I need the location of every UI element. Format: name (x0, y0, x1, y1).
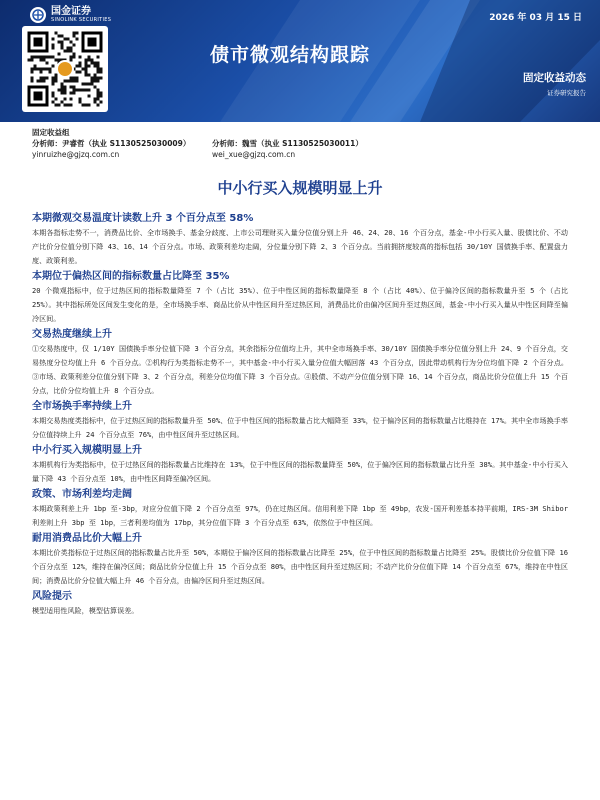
report-date: 2026 年 03 月 15 日 (489, 13, 582, 23)
report-banner (0, 0, 600, 122)
report-category: 固定收益动态 (523, 72, 586, 84)
section-body: 20 个微观指标中，位于过热区间的指标数量降至 7 个（占比 35%）、位于中性区间的指标数量降至 8 个（占比 40%）、位于偏冷区间的指标数量升至 5 个（占比 25%）。其中指标所处区间发生变化的是，全市场换手率、商品比价从中性区间升至过热区间，消费品比价由偏冷区间升至过热区间，基金-中小行买入量从中性区间降至偏冷区间。 (32, 286, 568, 323)
section-title: 本期位于偏热区间的指标数量占比降至 35% (32, 271, 230, 282)
headline: 中小行买入规模明显上升 (217, 179, 383, 197)
section-body: 本期比价类指标位于过热区间的指标数量占比升至 50%，本期位于偏冷区间的指标数量占比降至 25%，位于中性区间的指标数量占比降至 25%。股债比价分位值下降 16 个百分点至 12%，维持在偏冷区间；商品比价分位值上升 15 个百分点至 80%，由中性区间升至过热区间；不动产比价分位值下降 14 个百分点至 67%，维持在中性区间；消费品比价分位值大幅上升 46 个百分点，由偏冷区间升至过热区间。 (32, 548, 568, 585)
analyst-name: 分析师：魏雪（执业 S1130525030011） (212, 139, 363, 148)
qr-code (22, 26, 108, 112)
section-body: 本期机构行为类指标中，位于过热区间的指标数量占比维持在 13%，位于中性区间的指标数量降至 50%，位于偏冷区间的指标数量占比升至 38%。其中基金-中小行买入量下降 43 个百分点至 10%，由中性区间降至偏冷区间。 (32, 460, 568, 483)
section-body: 本期交易热度类指标中，位于过热区间的指标数量升至 50%、位于中性区间的指标数量占比大幅降至 33%，位于偏冷区间的指标数量占比维持在 17%。其中全市场换手率分位值持续上升 24 个百分点至 76%，由中性区间升至过热区间。 (32, 416, 568, 439)
brand-logo (30, 6, 111, 23)
section (32, 212, 568, 268)
analyst-email[interactable]: wei_xue@gjzq.com.cn (212, 150, 296, 159)
report-body (0, 212, 600, 618)
section-title: 耐用消费品比价大幅上升 (32, 533, 142, 544)
analyst-info (0, 122, 600, 161)
report-subcategory: 证券研究报告 (547, 89, 586, 97)
analyst-name: 分析师：尹睿哲（执业 S1130525030009） (32, 139, 191, 148)
qr-center-badge-icon (56, 60, 74, 78)
report-title: 债市微观结构跟踪 (210, 44, 371, 66)
section (32, 328, 568, 398)
section-body: ①交易热度中，仅 1/10Y 国债换手率分位值下降 3 个百分点，其余指标分位值均上升，其中全市场换手率、30/10Y 国债换手率分位值分别上升 24、9 个百分点，交易热度分位均值上升 6 个百分点。②机构行为类指标走势不一，其中基金-中小行买入量分位值大幅回落 43 个百分点，因此带动机构行为分位均值下降 2 个百分点。③市场、政策利差分位值分别下降 3、2 个百分点，利差分位均值下降 3 个百分点。④股债、不动产分位值分别下降 16、14 个百分点，商品比价分位值上升 15 个百分点，比价分位均值上升 8 个百分点。 (32, 344, 568, 395)
section-body: 本期各指标走势不一，消费品比价、全市场换手、基金分歧度、上市公司理财买入量分位值分别上升 46、24、20、16 个百分点，基金-中小行买入量、股债比价、不动产比价分位值分别下降 43、16、14 个百分点。市场、政策利差均走阔，分位量分别下降 2、3 个百分点。当前拥挤度较高的指标包括 30/10Y 国债换手率、配置盘力度、政策利差。 (32, 228, 568, 265)
section-title: 中小行买入规模明显上升 (32, 445, 142, 456)
section-body: 模型适用性风险，模型估算误差。 (32, 606, 139, 615)
analyst-email[interactable]: yinruizhe@gjzq.com.cn (32, 150, 120, 159)
research-group: 固定收益组 (32, 128, 70, 137)
analyst-1 (32, 138, 212, 161)
section (32, 532, 568, 588)
section (32, 488, 568, 530)
section-title: 风险提示 (32, 591, 72, 602)
section-title: 政策、市场利差均走阔 (32, 489, 132, 500)
section-body: 本期政策利差上升 1bp 至-3bp，对应分位值下降 2 个百分点至 97%，仍在过热区间。信用利差下降 1bp 至 49bp，农发-国开利差基本持平前期，IRS-3M Shibor 利差则上升 3bp 至 1bp，三者利差均值为 17bp，其分位值下降 3 个百分点至 63%，依然位于中性区间。 (32, 504, 568, 527)
brand-logo-icon (30, 7, 46, 23)
section-title: 全市场换手率持续上升 (32, 401, 132, 412)
section (32, 270, 568, 326)
analyst-2 (212, 138, 392, 161)
section (32, 590, 568, 618)
section (32, 444, 568, 486)
brand-name-en: SINOLINK SECURITIES (51, 17, 112, 23)
section-title: 本期微观交易温度计读数上升 3 个百分点至 58% (32, 213, 254, 224)
section (32, 400, 568, 442)
section-title: 交易热度继续上升 (32, 329, 112, 340)
brand-name-cn: 国金证券 (51, 6, 91, 17)
